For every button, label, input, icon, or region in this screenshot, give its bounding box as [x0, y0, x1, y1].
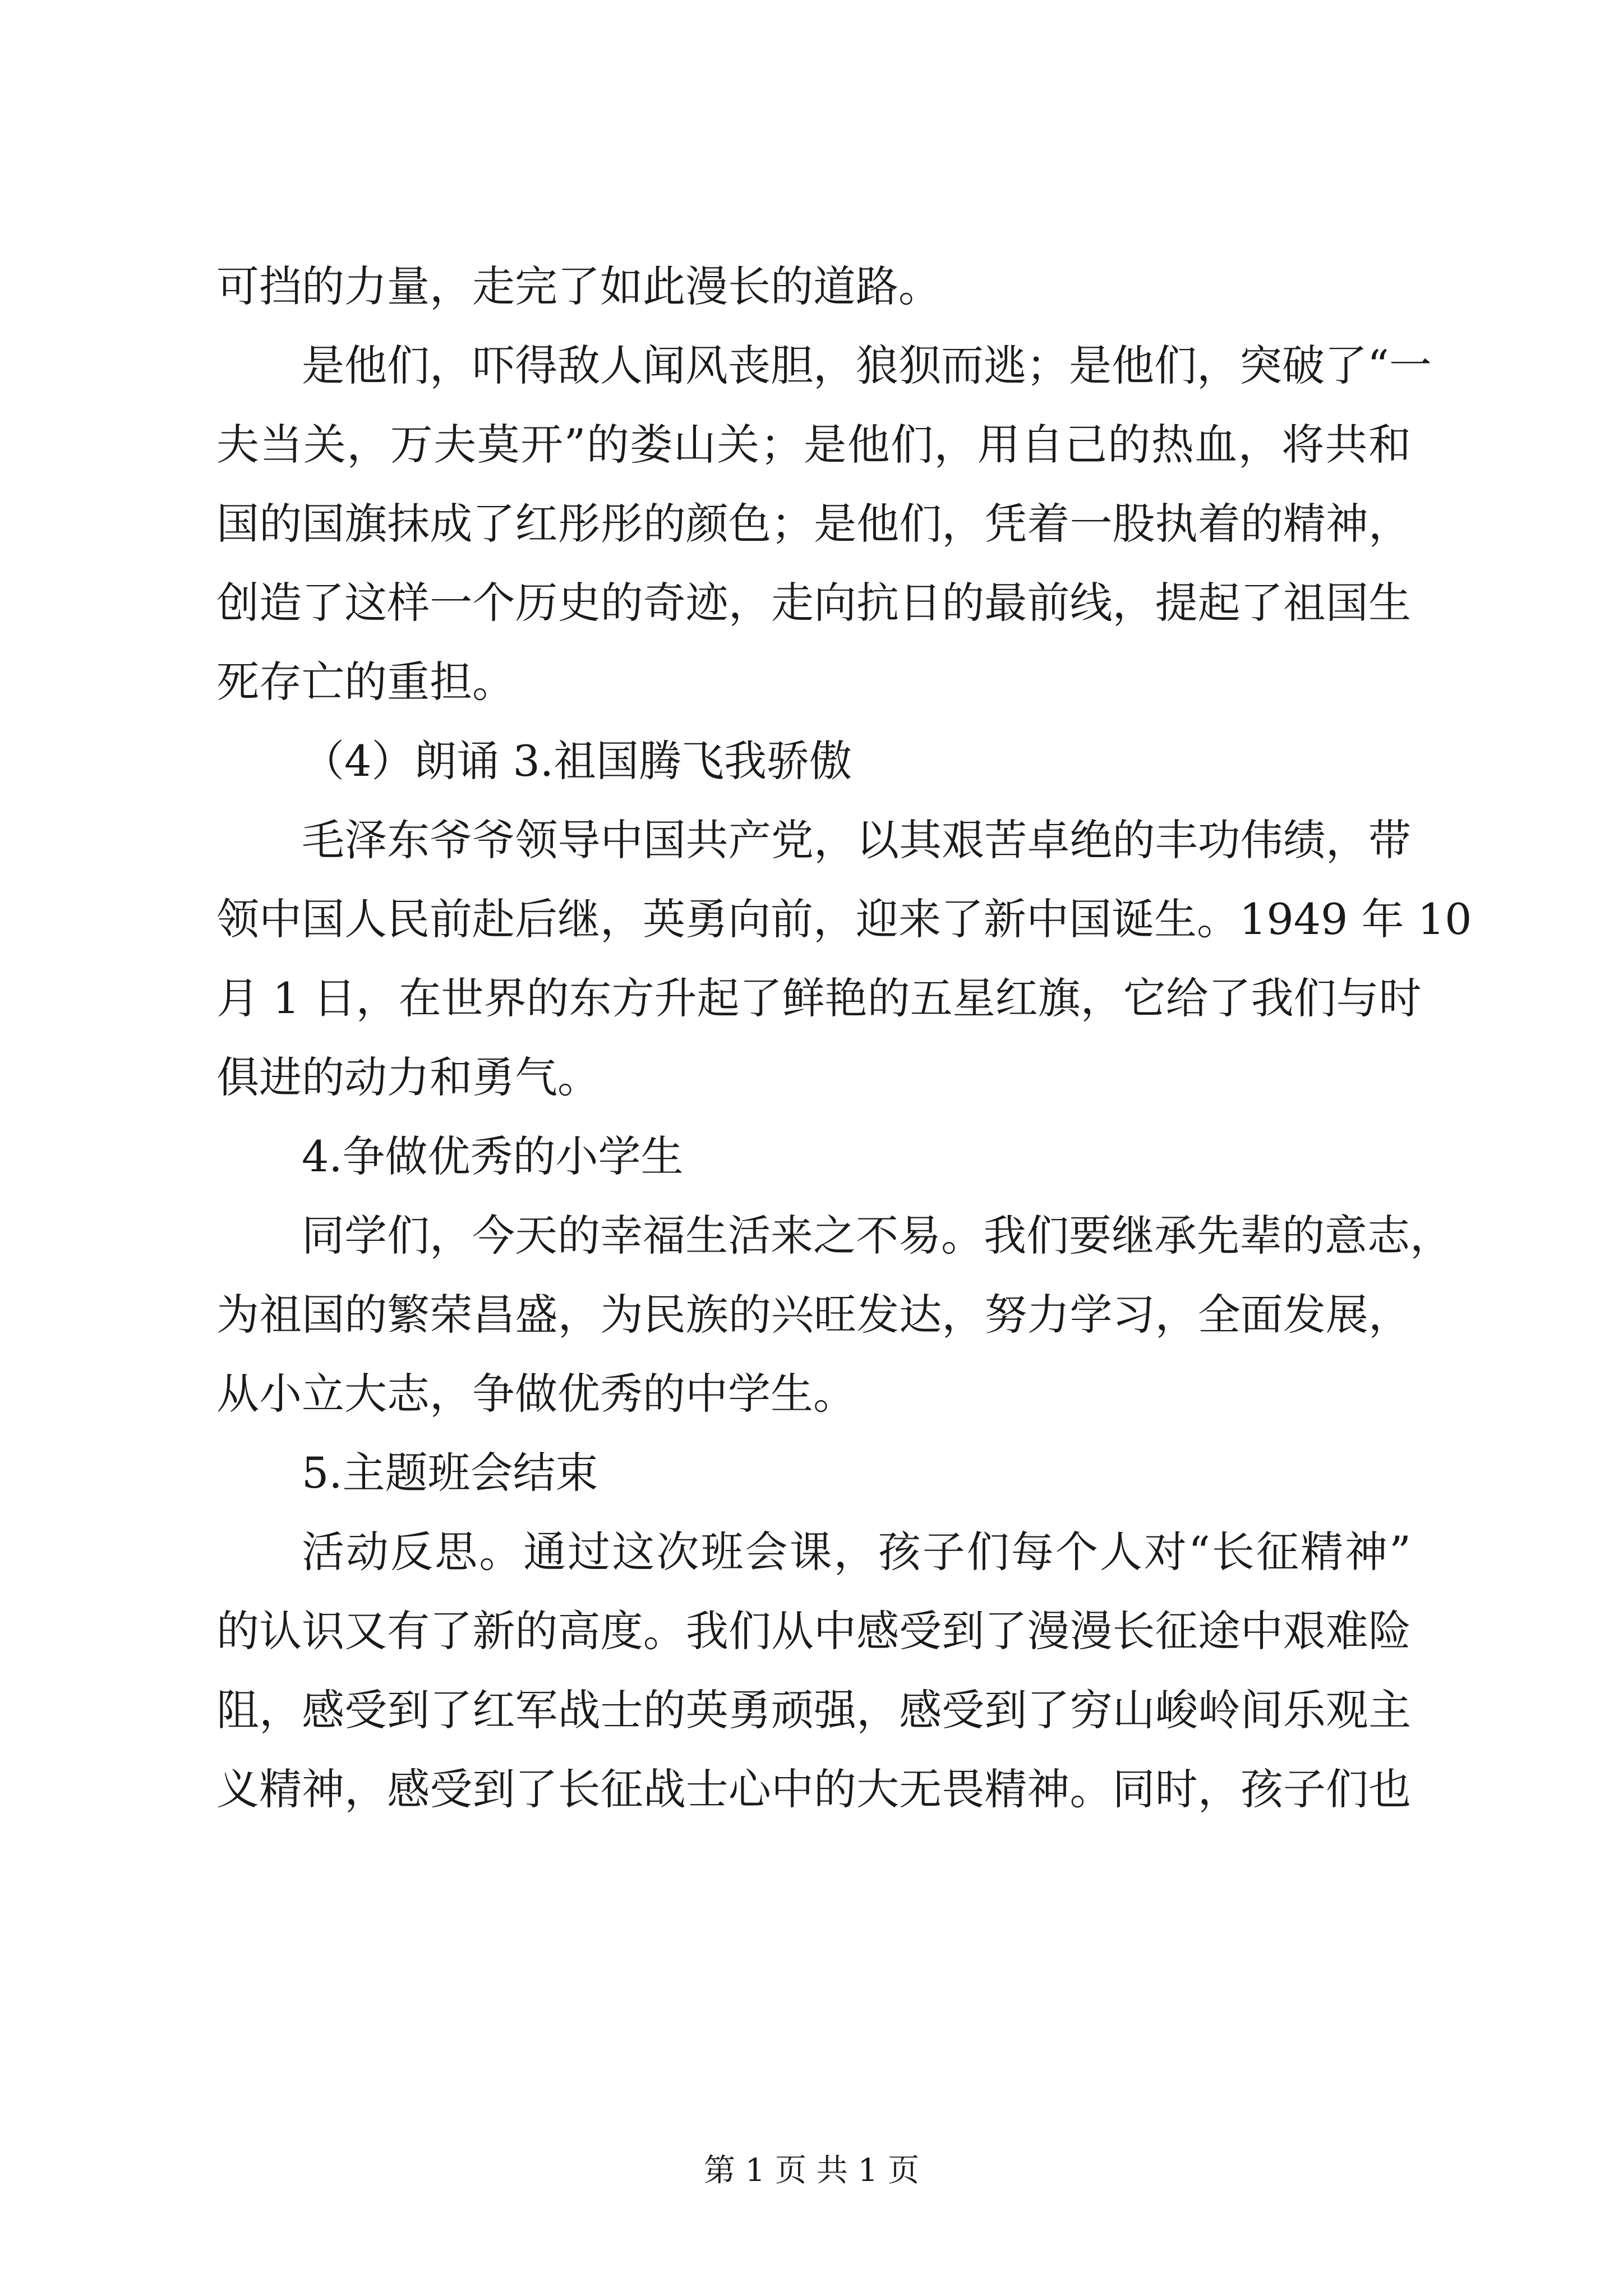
text-line: 国的国旗抹成了红彤彤的颜色；是他们，凭着一股执着的精神， [216, 499, 1411, 549]
paragraph-start-line: 是他们，吓得敌人闻风丧胆，狼狈而逃；是他们，突破了“一 [302, 341, 1432, 390]
document-body [216, 247, 1472, 1829]
text-line: 可挡的力量，走完了如此漫长的道路。 [216, 261, 941, 311]
text-line: 为祖国的繁荣昌盛，为民族的兴旺发达，努力学习，全面发展， [216, 1290, 1411, 1340]
text-line: 从小立大志，争做优秀的中学生。 [216, 1369, 856, 1419]
paragraph-start-line: 活动反思。通过这次班会课，孩子们每个人对“长征精神” [302, 1527, 1411, 1577]
text-line: 死存亡的重担。 [216, 657, 515, 707]
paragraph-start-line: 同学们，今天的幸福生活来之不易。我们要继承先辈的意志， [302, 1211, 1453, 1260]
section-heading: （4）朗诵 3.祖国腾飞我骄傲 [302, 736, 852, 786]
section-heading: 5.主题班会结束 [302, 1448, 598, 1498]
text-line: 阻，感受到了红军战士的英勇顽强，感受到了穷山峻岭间乐观主 [216, 1685, 1411, 1735]
text-line: 的认识又有了新的高度。我们从中感受到了漫漫长征途中艰难险 [216, 1606, 1411, 1656]
text-line: 俱进的动力和勇气。 [216, 1052, 600, 1102]
text-line: 领中国人民前赴后继，英勇向前，迎来了新中国诞生。1949 年 10 [216, 894, 1472, 944]
paragraph-start-line: 毛泽东爷爷领导中国共产党，以其艰苦卓绝的丰功伟绩，带 [302, 815, 1411, 865]
text-line: 创造了这样一个历史的奇迹，走向抗日的最前线，提起了祖国生 [216, 578, 1411, 628]
text-line: 月 1 日，在世界的东方升起了鲜艳的五星红旗，它给了我们与时 [216, 973, 1422, 1023]
text-line: 义精神，感受到了长征战士心中的大无畏精神。同时，孩子们也 [216, 1764, 1411, 1814]
text-line: 夫当关，万夫莫开”的娄山关；是他们，用自己的热血，将共和 [216, 420, 1411, 470]
page-footer: 第 1 页 共 1 页 [703, 2152, 920, 2189]
section-heading: 4.争做优秀的小学生 [302, 1131, 684, 1181]
